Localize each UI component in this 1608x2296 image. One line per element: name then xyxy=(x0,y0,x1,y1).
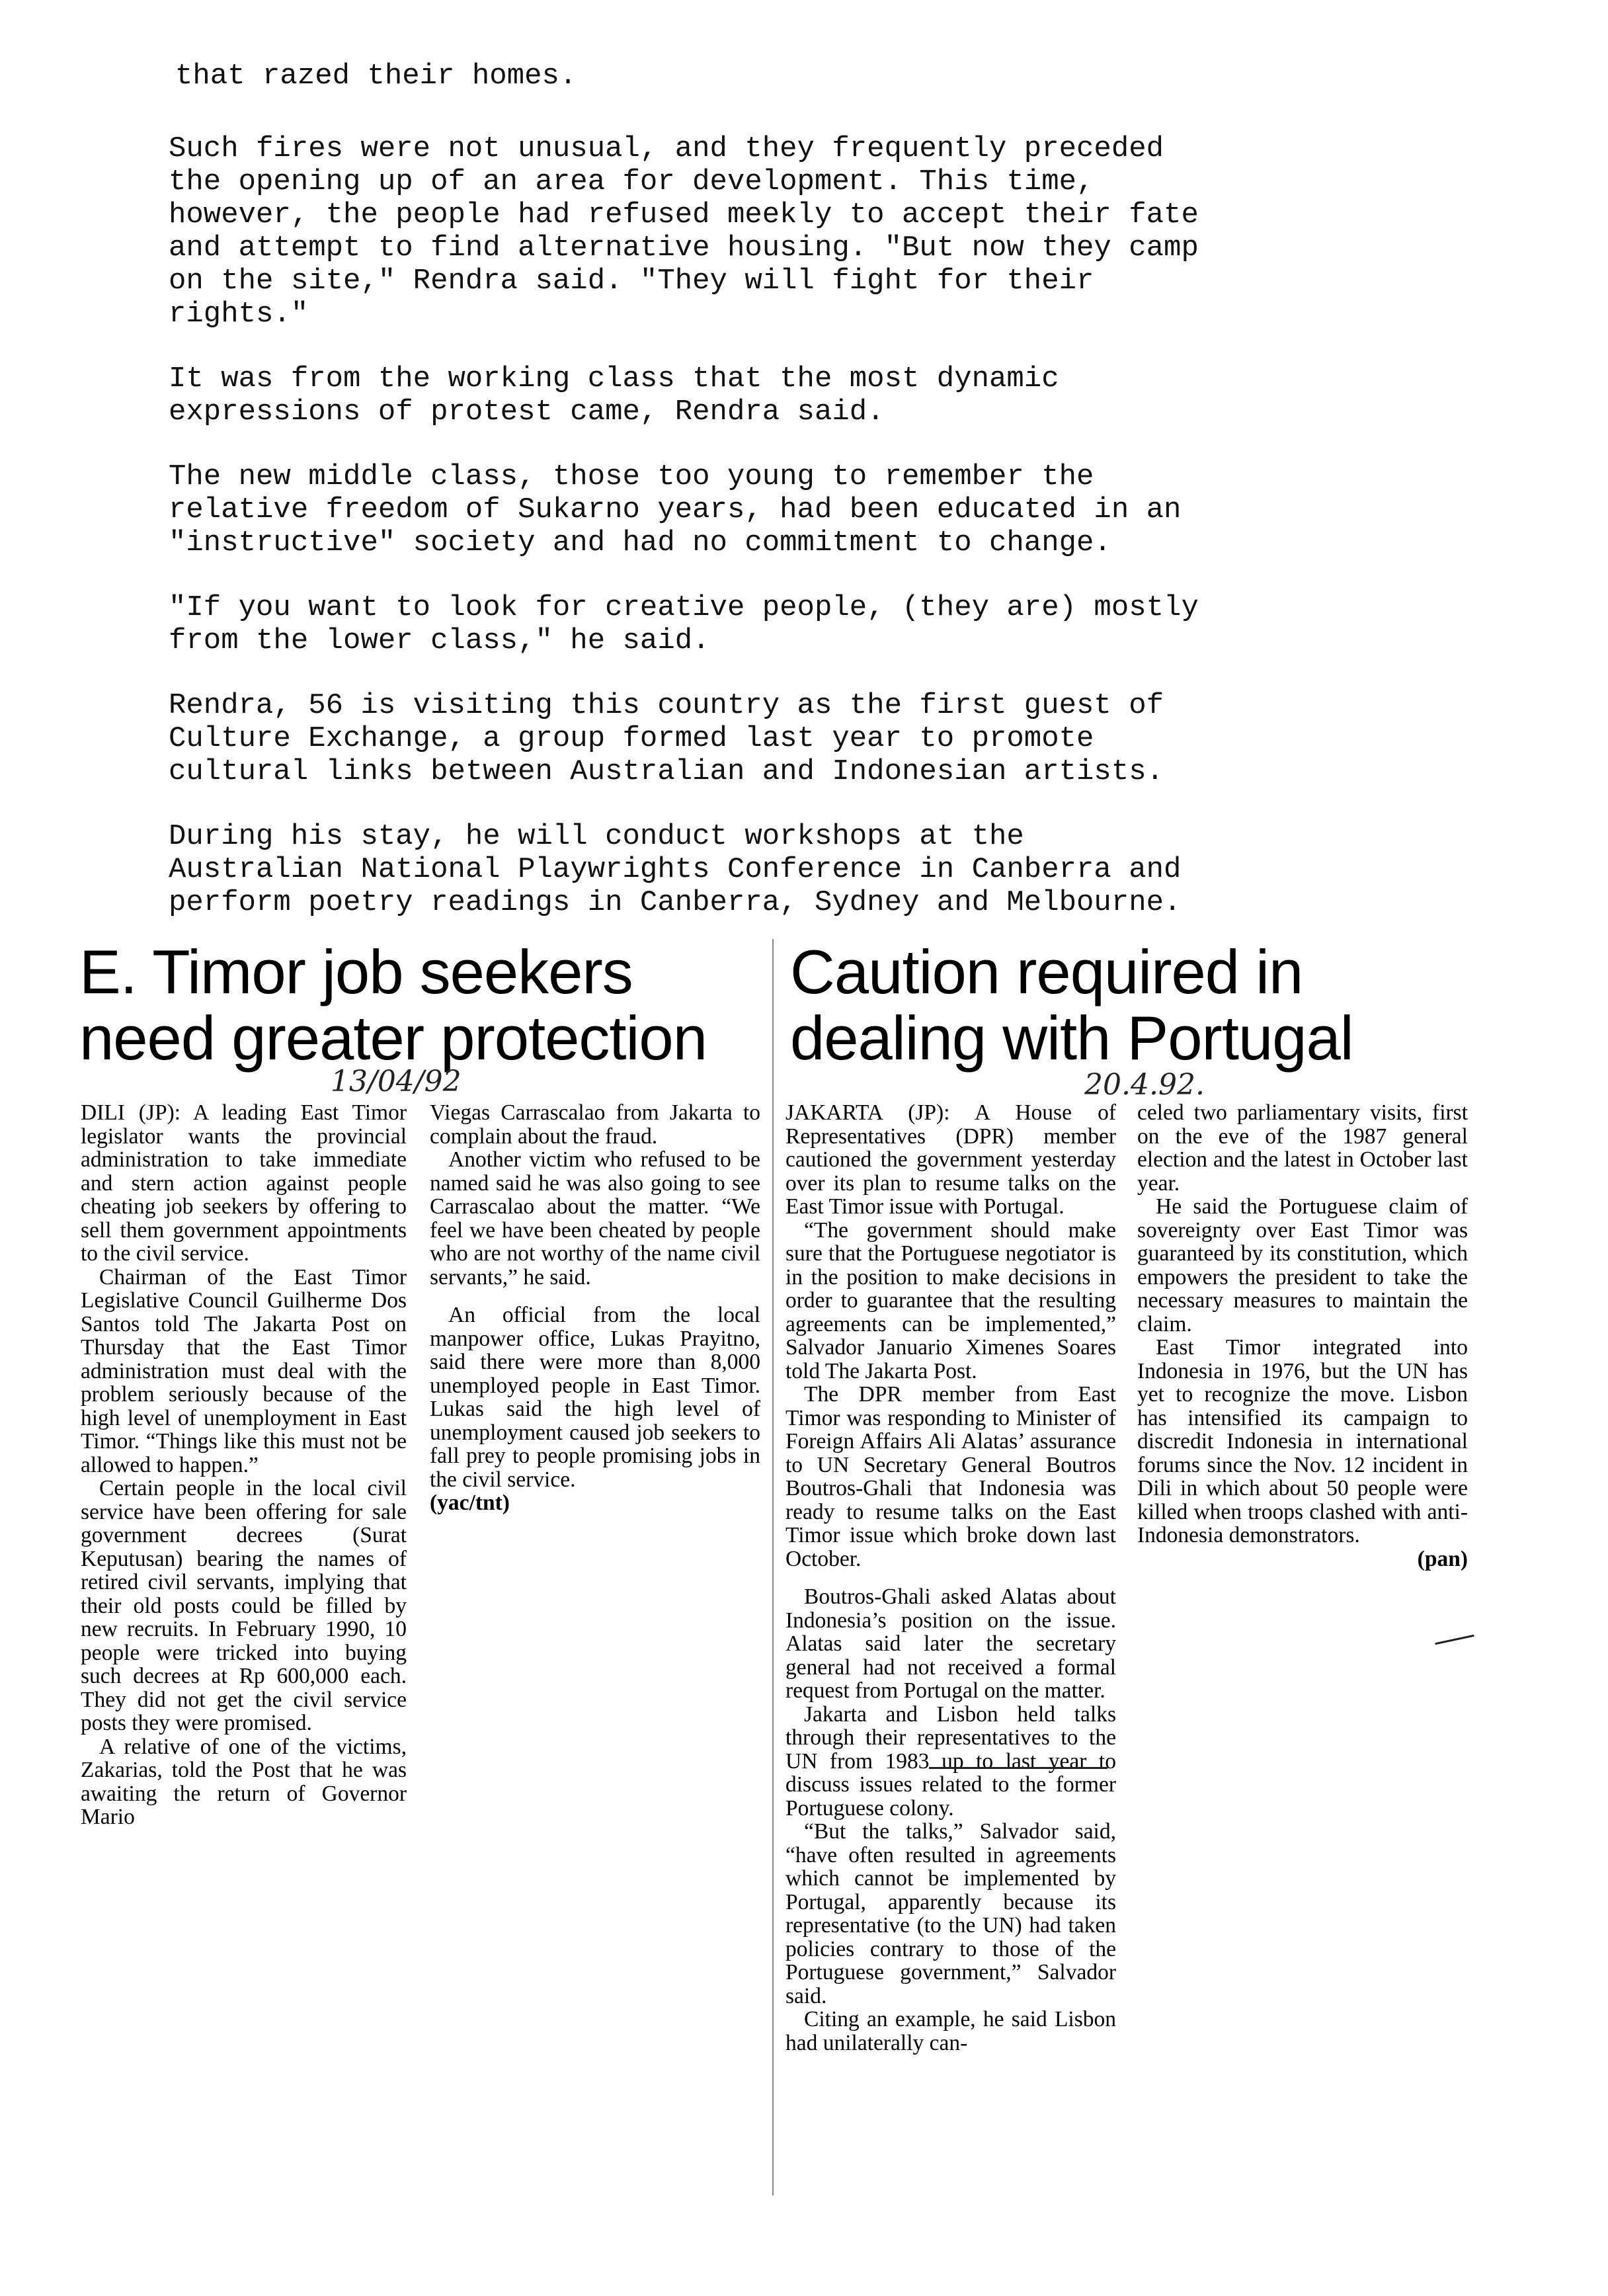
handwritten-date-right: 20.4.92. xyxy=(1084,1068,1205,1102)
article-paragraph: Boutros-Ghali asked Alatas about Indonesia’s position on the issue. Alatas said later the secretary general had not received a formal request from Portugal on the matter. xyxy=(785,1584,1116,1703)
article-paragraph: DILI (JP): A leading East Timor legislator wants the provincial administration to take immediate and stern action against people cheating job seekers by offering to sell them government appointments to the civil service. xyxy=(81,1100,407,1266)
typed-paragraph: During his stay, he will conduct workshops at the Australian National Playwrights Conference in Canberra and perform poetry readings in Canberra, Sydney and Melbourne. xyxy=(169,820,1182,919)
article-paragraph: “But the talks,” Salvador said, “have often resulted in agreements which cannot be implemented by Portugal, apparently because its representative (to the UN) had taken policies contrary to those of the Portuguese government,” Salvador said. xyxy=(785,1819,1116,2008)
handwritten-date-left: 13/04/92 xyxy=(331,1065,462,1098)
pen-mark xyxy=(1435,1635,1474,1645)
typewritten-text xyxy=(169,60,1425,951)
article-paragraph: Certain people in the local civil service have been offering for sale government decrees (Surat Keputusan) bearing the names of retired civil servants, implying that their old posts could be filled by new recruits. In February 1990, 10 people were tricked into buying such decrees at Rp 600,000 each. They did not get the civil service posts they were promised. xyxy=(81,1476,407,1735)
article-paragraph: Viegas Carrascalao from Jakarta to complain about the fraud. xyxy=(430,1100,760,1149)
right-article-column-1 xyxy=(785,1101,1116,2055)
article-signature: (pan) xyxy=(1417,1546,1468,1571)
article-paragraph: East Timor integrated into Indonesia in 1976, but the UN has yet to recognize the move. Lisbon has intensified its campaign to discredit Indonesia in international forums since the Nov. 12 incident in Dili in which about 50 people were killed when troops clashed with anti-Indonesia demonstrators. xyxy=(1137,1335,1468,1547)
left-article-column-1 xyxy=(81,1101,407,1829)
article-paragraph: He said the Portuguese claim of sovereignty over East Timor was guaranteed by its constitution, which empowers the president to take the necessary measures to maintain the claim. xyxy=(1137,1194,1468,1336)
left-article-headline: E. Timor job seekers need greater protection xyxy=(79,937,707,1073)
article-paragraph: A relative of one of the victims, Zakarias, told the Post that he was awaiting the return of Governor Mario xyxy=(81,1734,407,1829)
typed-paragraph: "If you want to look for creative people, (they are) mostly from the lower class," he said. xyxy=(169,591,1199,657)
pen-underline xyxy=(929,1767,1107,1769)
column-divider xyxy=(772,939,774,2195)
right-article-column-2 xyxy=(1137,1101,1468,1571)
article-paragraph: celed two parliamentary visits, first on the eve of the 1987 general election and the latest in October last year. xyxy=(1137,1100,1468,1196)
article-paragraph: Citing an example, he said Lisbon had unilaterally can- xyxy=(785,2007,1116,2055)
article-paragraph: JAKARTA (JP): A House of Representatives (DPR) member cautioned the government yesterday over its plan to resume talks on the East Timor issue with Portugal. xyxy=(785,1100,1116,1219)
left-article-column-2 xyxy=(430,1101,760,1515)
typed-paragraph: The new middle class, those too young to remember the relative freedom of Sukarno years, had been educated in an "instructive" society and had no commitment to change. xyxy=(169,460,1182,559)
article-signature: (yac/tnt) xyxy=(430,1491,510,1515)
article-paragraph: An official from the local manpower office, Lukas Prayitno, said there were more than 8,000 unemployed people in East Timor. Lukas said the high level of unemployment caused job seekers to fall prey to people promising jobs in the civil service. xyxy=(430,1303,760,1492)
article-paragraph: “The government should make sure that the Portuguese negotiator is in the position to make decisions in order to guarantee that the resulting agreements can be implemented,” Salvador Januario Ximenes Soares told The Jakarta Post. xyxy=(785,1217,1116,1383)
article-paragraph: Another victim who refused to be named said he was also going to see Carrascalao about the matter. “We feel we have been cheated by people who are not worthy of the name civil servants,” he said. xyxy=(430,1147,760,1290)
typed-paragraph: that razed their homes. xyxy=(175,60,577,93)
right-article-headline: Caution required in dealing with Portugal xyxy=(790,937,1353,1073)
typed-paragraph: Such fires were not unusual, and they frequently preceded the opening up of an area for development. This time, however, the people had refused meekly to accept their fate and attempt to find alternative housing. "But now they camp on the site," Rendra said. "They will fight for their rights." xyxy=(169,132,1199,331)
typed-paragraph: It was from the working class that the most dynamic expressions of protest came, Rendra said. xyxy=(169,362,1059,429)
article-paragraph: Chairman of the East Timor Legislative Council Guilherme Dos Santos told The Jakarta Post on Thursday that the East Timor administration must deal with the problem seriously because of the high level of unemployment in East Timor. “Things like this must not be allowed to happen.” xyxy=(81,1264,407,1477)
article-paragraph: Jakarta and Lisbon held talks through their representatives to the UN from 1983 up to last year to discuss issues related to the former Portuguese colony. xyxy=(785,1702,1116,1821)
typed-paragraph: Rendra, 56 is visiting this country as the first guest of Culture Exchange, a group formed last year to promote cultural links between Australian and Indonesian artists. xyxy=(169,689,1164,788)
article-paragraph: The DPR member from East Timor was responding to Minister of Foreign Affairs Ali Alatas’ assurance to UN Secretary General Boutros Boutros-Ghali that Indonesia was ready to resume talks on the East Timor issue which broke down last October. xyxy=(785,1382,1116,1571)
